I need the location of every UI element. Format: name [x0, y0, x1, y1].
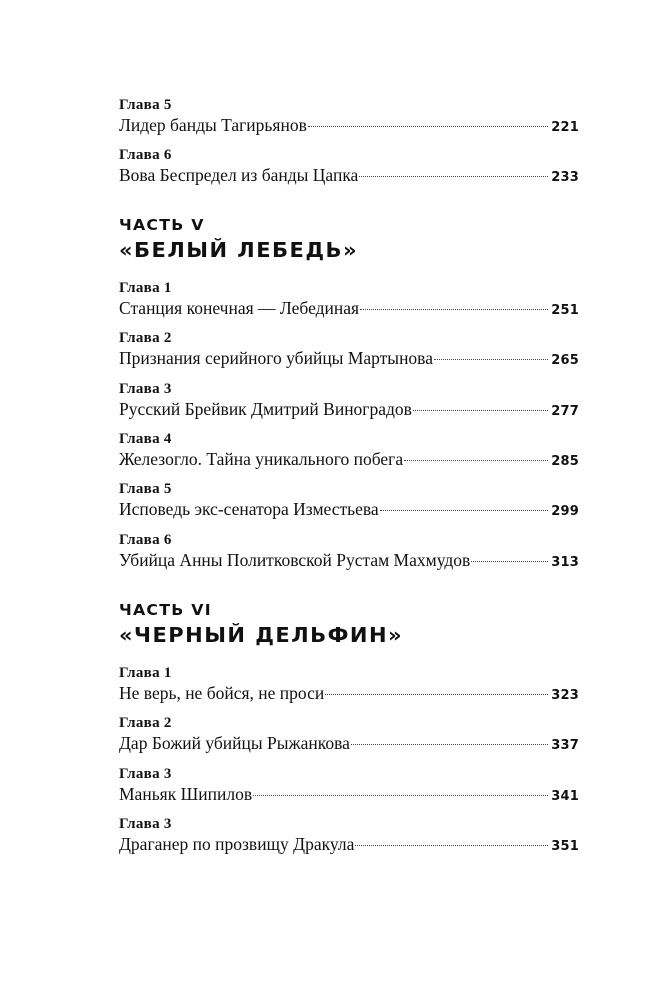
toc-entry — [119, 815, 579, 859]
dot-leader — [360, 309, 548, 310]
dot-leader — [325, 694, 548, 695]
chapter-number: Глава 5 — [119, 97, 172, 113]
part-title: «БЕЛЫЙ ЛЕБЕДЬ» — [119, 238, 359, 262]
page-number: 299 — [551, 504, 579, 519]
dot-leader — [471, 561, 548, 562]
toc-line — [119, 448, 579, 473]
toc-entry — [119, 96, 579, 140]
toc-line — [119, 732, 579, 757]
chapter-number: Глава 6 — [119, 147, 172, 163]
toc-entry — [119, 765, 579, 809]
page-number: 337 — [551, 738, 579, 753]
toc-line — [119, 682, 579, 707]
page-number: 265 — [551, 353, 579, 368]
dot-leader — [359, 176, 548, 177]
chapter-title: Драганер по прозвищу Дракула — [119, 834, 355, 854]
dot-leader — [404, 460, 548, 461]
toc-entry — [119, 279, 579, 323]
dot-leader — [253, 795, 548, 796]
toc-line — [119, 297, 579, 322]
chapter-number: Глава 5 — [119, 481, 172, 497]
dot-leader — [380, 510, 549, 511]
chapter-title: Исповедь экс-сенатора Изместьева — [119, 499, 379, 519]
chapter-number: Глава 3 — [119, 816, 172, 832]
toc-line — [119, 347, 579, 372]
part-label: ЧАСТЬ VI — [119, 601, 212, 619]
page-number: 341 — [551, 789, 579, 804]
chapter-number: Глава 1 — [119, 665, 172, 681]
toc-line — [119, 164, 579, 189]
chapter-title: Не верь, не бойся, не проси — [119, 683, 325, 703]
chapter-number: Глава 4 — [119, 431, 172, 447]
page-number: 285 — [551, 454, 579, 469]
chapter-title: Маньяк Шипилов — [119, 784, 253, 804]
dot-leader — [434, 359, 548, 360]
toc-entry — [119, 146, 579, 190]
toc-entry — [119, 480, 579, 524]
chapter-number: Глава 1 — [119, 280, 172, 296]
toc-line — [119, 783, 579, 808]
part-label: ЧАСТЬ V — [119, 216, 205, 234]
toc-entry — [119, 531, 579, 575]
chapter-title: Вова Беспредел из банды Цапка — [119, 165, 359, 185]
chapter-title: Дар Божий убийцы Рыжанкова — [119, 733, 350, 753]
chapter-title: Станция конечная — Лебединая — [119, 298, 360, 318]
chapter-number: Глава 3 — [119, 381, 172, 397]
dot-leader — [308, 126, 548, 127]
toc-line — [119, 549, 579, 574]
part-title: «ЧЕРНЫЙ ДЕЛЬФИН» — [119, 623, 404, 647]
toc-line — [119, 833, 579, 858]
chapter-title: Железогло. Тайна уникального побега — [119, 449, 404, 469]
chapter-title: Лидер банды Тагирьянов — [119, 115, 307, 135]
page-number: 251 — [551, 303, 579, 318]
toc-entry — [119, 714, 579, 758]
page-number: 221 — [551, 120, 579, 135]
toc-entry — [119, 329, 579, 373]
toc-entry — [119, 380, 579, 424]
toc-line — [119, 398, 579, 423]
chapter-title: Признания серийного убийцы Мартынова — [119, 348, 433, 368]
chapter-title: Русский Брейвик Дмитрий Виноградов — [119, 399, 412, 419]
dot-leader — [351, 744, 548, 745]
chapter-number: Глава 3 — [119, 766, 172, 782]
chapter-title: Убийца Анны Политковской Рустам Махмудов — [119, 550, 471, 570]
page-number: 277 — [551, 404, 579, 419]
toc-line — [119, 498, 579, 523]
dot-leader — [355, 845, 548, 846]
page-number: 323 — [551, 688, 579, 703]
page-number: 313 — [551, 555, 579, 570]
toc-entry — [119, 664, 579, 708]
dot-leader — [413, 410, 548, 411]
toc-entry — [119, 430, 579, 474]
toc-line — [119, 114, 579, 139]
chapter-number: Глава 2 — [119, 330, 172, 346]
page-number: 233 — [551, 170, 579, 185]
page-number: 351 — [551, 839, 579, 854]
chapter-number: Глава 2 — [119, 715, 172, 731]
chapter-number: Глава 6 — [119, 532, 172, 548]
